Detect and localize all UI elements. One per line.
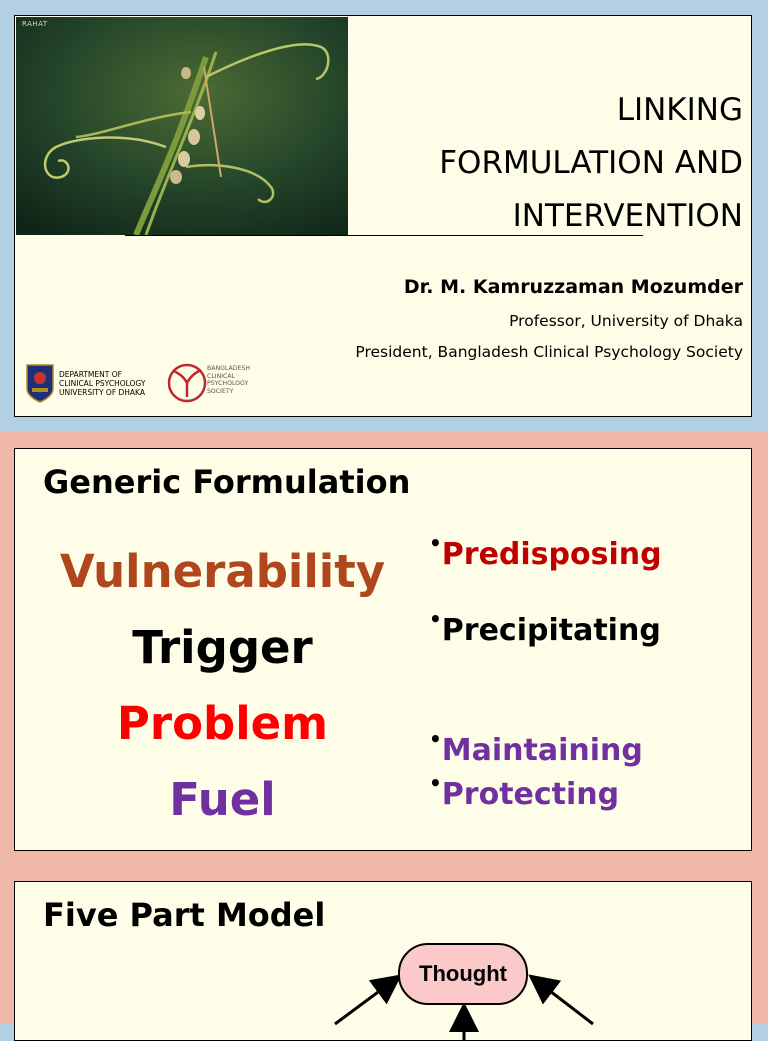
bullet-maintaining-text: Maintaining [441, 733, 643, 768]
bullet-glyph: • [429, 771, 442, 795]
title-line-3: INTERVENTION [512, 198, 743, 234]
slide-heading: Generic Formulation [43, 463, 411, 501]
arrow-icon [533, 978, 593, 1024]
title-divider [125, 235, 643, 236]
department-logo [25, 363, 153, 405]
department-logo-line-2: CLINICAL PSYCHOLOGY [59, 379, 146, 388]
slide-heading: Five Part Model [43, 896, 326, 934]
author-name: Dr. M. Kamruzzaman Mozumder [403, 276, 743, 298]
thought-node[interactable]: Thought [398, 943, 528, 1005]
bcps-logo-line-2: CLINICAL [207, 372, 236, 380]
label-problem: Problem [116, 697, 329, 750]
label-vulnerability: Vulnerability [59, 545, 386, 598]
bcps-logo-icon [165, 361, 209, 405]
bullet-glyph: • [429, 531, 442, 555]
photo-credit: RAHAT [22, 20, 48, 28]
bullet-maintaining [429, 727, 643, 768]
bullet-protecting-text: Protecting [441, 777, 620, 812]
title-slide[interactable] [14, 15, 752, 417]
bullet-glyph: • [429, 607, 442, 631]
university-crest-icon [25, 363, 55, 403]
bcps-logo-line-3: PSYCHOLOGY [207, 380, 249, 387]
bullet-precipitating-text: Precipitating [441, 613, 661, 648]
bcps-logo-line-1: BANGLADESH [207, 365, 250, 372]
vine-tendril-photo [16, 17, 348, 235]
bcps-logo-text [207, 365, 250, 395]
label-trigger: Trigger [132, 621, 313, 674]
bcps-logo [165, 359, 263, 407]
department-logo-text [59, 370, 145, 397]
arrow-icon [335, 978, 397, 1024]
affiliation-professor: Professor, University of Dhaka [509, 312, 743, 330]
five-part-model-slide[interactable] [14, 881, 752, 1041]
department-logo-line-1: DEPARTMENT OF [59, 370, 122, 379]
title-line-2: FORMULATION AND [439, 145, 743, 181]
bullet-precipitating [429, 607, 661, 648]
bcps-logo-line-4: SOCIETY [207, 387, 234, 395]
bullet-protecting [429, 771, 620, 812]
model-arrows [15, 882, 752, 1041]
title-line-1: LINKING [616, 92, 743, 128]
affiliation-president: President, Bangladesh Clinical Psychology Society [355, 343, 743, 361]
generic-formulation-slide[interactable] [14, 448, 752, 851]
slide-title [343, 84, 743, 243]
bullet-predisposing [429, 531, 662, 572]
label-fuel: Fuel [169, 773, 276, 826]
department-logo-line-3: UNIVERSITY OF DHAKA [59, 388, 145, 397]
vine-tendril-illustration [16, 17, 348, 235]
bullet-predisposing-text: Predisposing [441, 537, 662, 572]
bullet-glyph: • [429, 727, 442, 751]
